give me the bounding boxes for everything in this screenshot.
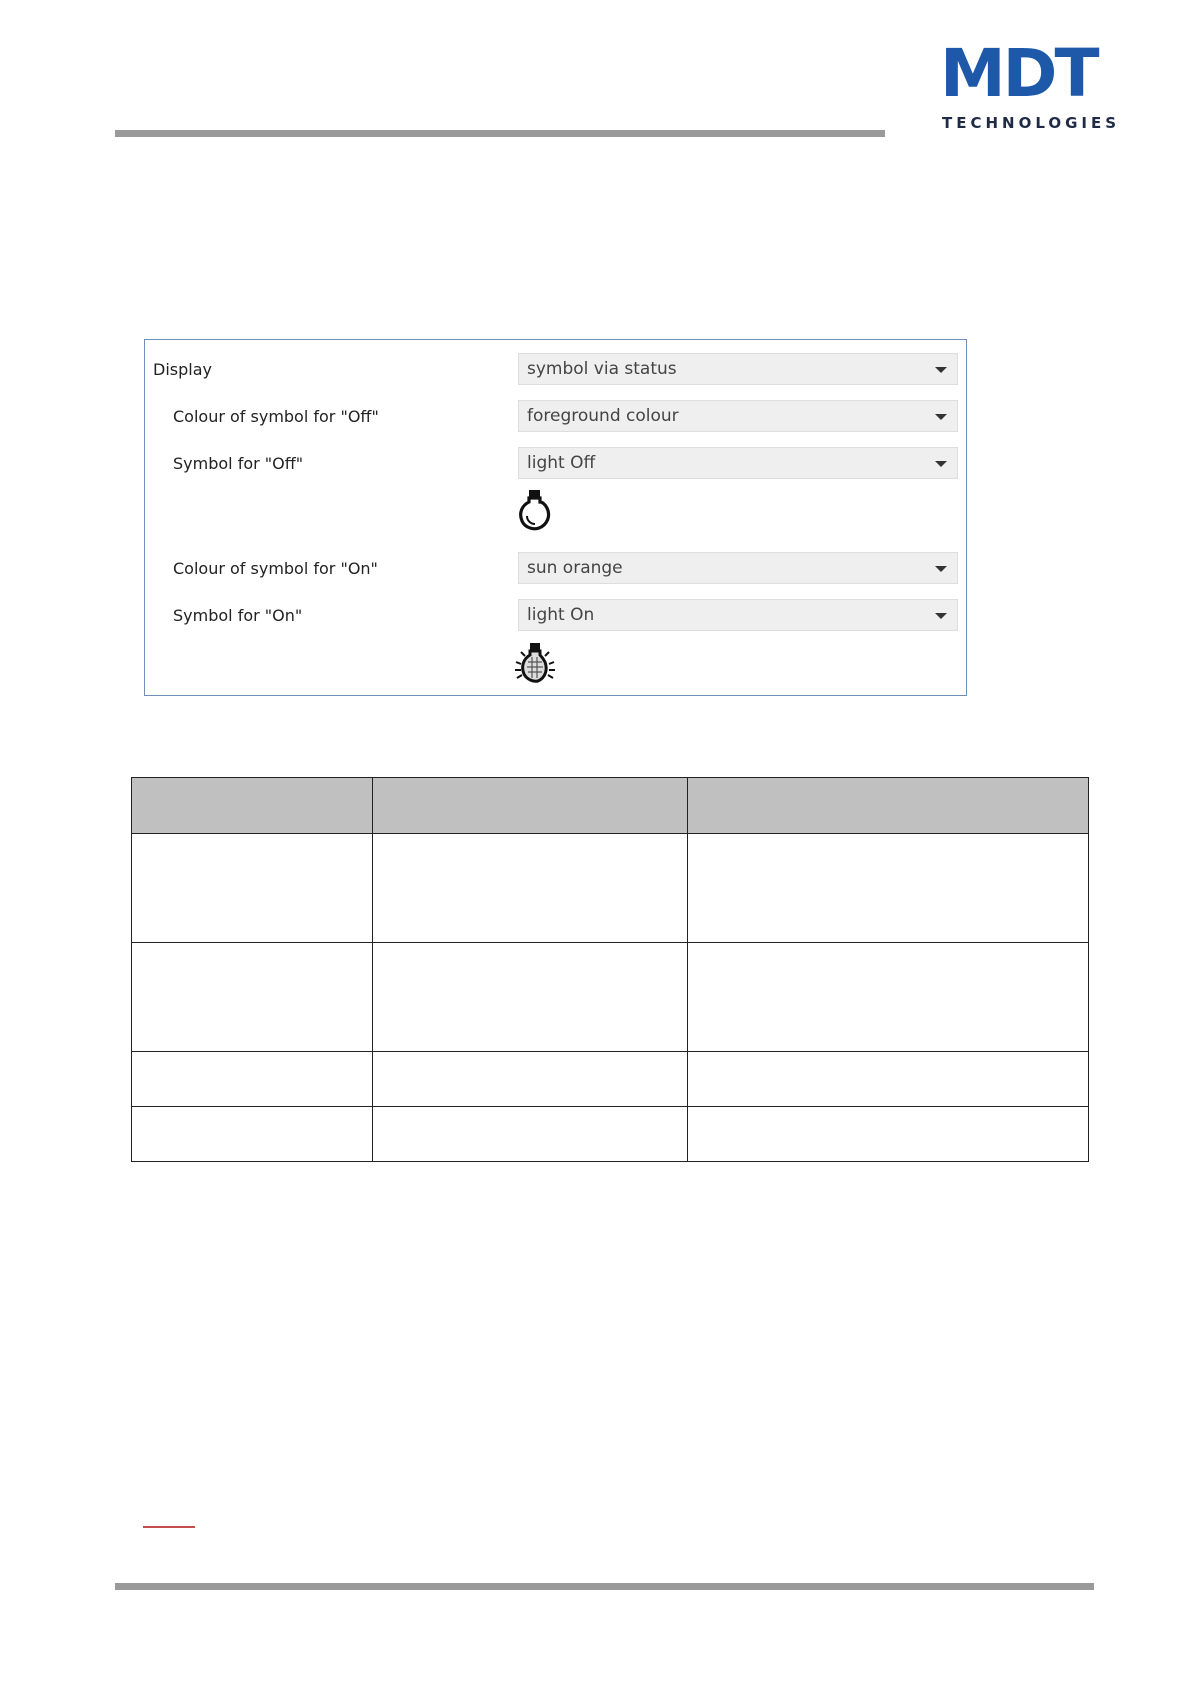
table-row [132,943,1089,1052]
symbol-on-value: light On [527,605,595,625]
light-off-bulb-icon [513,486,557,532]
table-cell [373,1052,688,1107]
light-on-bulb-icon [513,640,557,686]
chevron-down-icon [935,461,947,467]
logo-tagline: TECHNOLOGIES [942,114,1121,132]
colour-off-value: foreground colour [527,406,679,426]
table-cell [373,943,688,1052]
display-dropdown[interactable] [518,353,958,385]
table-cell [132,834,373,943]
mdt-logo [940,35,1121,134]
table-cell [688,943,1089,1052]
chevron-down-icon [935,566,947,572]
table-cell [373,1107,688,1162]
symbol-on-label: Symbol for "On" [173,606,303,625]
symbol-off-label: Symbol for "Off" [173,454,304,473]
info-table [131,777,1089,1162]
chevron-down-icon [935,613,947,619]
colour-on-label: Colour of symbol for "On" [173,559,378,578]
chevron-down-icon [935,414,947,420]
symbol-off-value: light Off [527,453,596,473]
table-row [132,1107,1089,1162]
logo-wordmark: MDT [940,35,1097,112]
table-header-row [132,778,1089,834]
table-cell [132,943,373,1052]
symbol-off-dropdown[interactable] [518,447,958,479]
table-row [132,834,1089,943]
table-cell [132,1052,373,1107]
table-header-cell [132,778,373,834]
colour-off-label: Colour of symbol for "Off" [173,407,379,426]
table-header-cell [688,778,1089,834]
table-header-cell [373,778,688,834]
display-settings-panel [144,339,967,696]
table-cell [688,1107,1089,1162]
colour-on-dropdown[interactable] [518,552,958,584]
table-row [132,1052,1089,1107]
red-underline-mark [143,1526,195,1528]
chevron-down-icon [935,367,947,373]
display-label: Display [153,360,212,379]
table-cell [132,1107,373,1162]
header-divider [115,130,885,137]
colour-on-value: sun orange [527,558,623,578]
symbol-on-dropdown[interactable] [518,599,958,631]
table-cell [373,834,688,943]
footer-divider [115,1583,1094,1590]
colour-off-dropdown[interactable] [518,400,958,432]
table-cell [688,1052,1089,1107]
table-cell [688,834,1089,943]
display-value: symbol via status [527,359,677,379]
